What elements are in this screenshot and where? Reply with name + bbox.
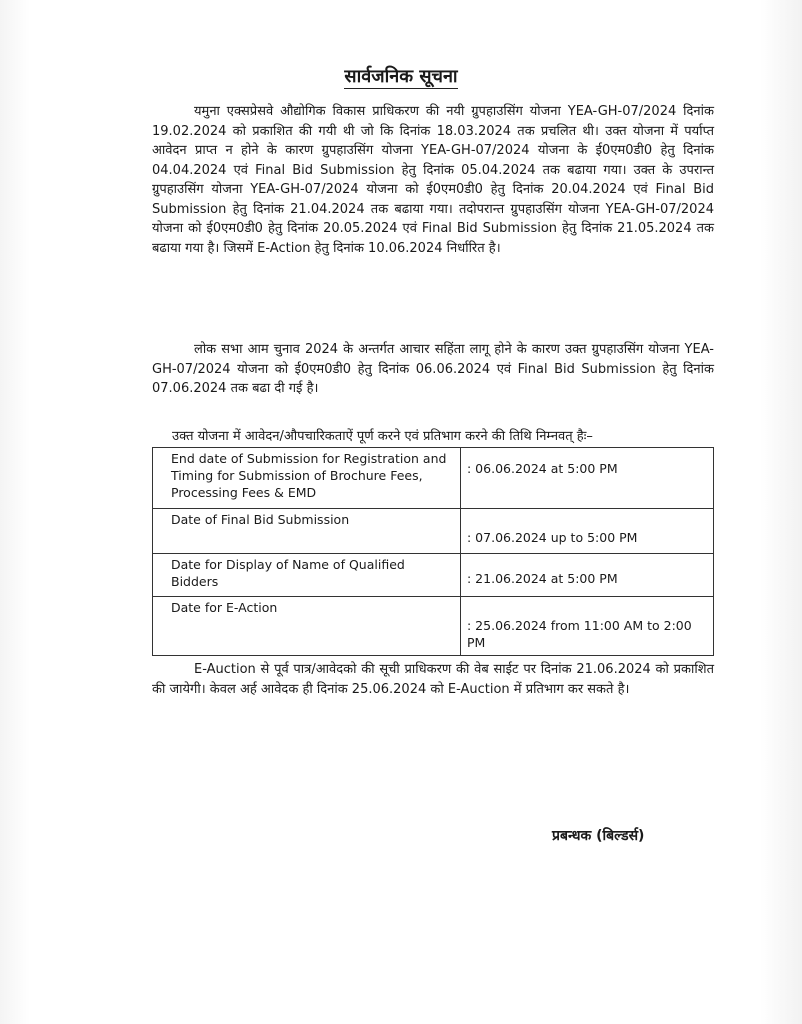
table-row bbox=[153, 597, 714, 656]
schedule-intro: उक्त योजना में आवेदन/औपचारिकताऐं पूर्ण करने एवं प्रतिभाग करने की तिथि निम्नवत् हैः– bbox=[172, 429, 593, 444]
notice-title: सार्वजनिक सूचना bbox=[344, 66, 458, 87]
paragraph-scheme-history: यमुना एक्सप्रेसवे औद्योगिक विकास प्राधिकरण की नयी ग्रुपहाउसिंग योजना YEA-GH-07/2024 दिनांक 19.02.2024 को प्रकाशित की गयी थी जो कि दिनांक 18.03.2024 तक प्रचलित थी। उक्त योजना में पर्याप्त आवेदन प्राप्त न होने के कारण ग्रुपहाउसिंग योजना YEA-GH-07/2024 योजना के ई0एम0डी0 हेतु दिनांक 04.04.2024 एवं Final Bid Submission हेतु दिनांक 05.04.2024 तक बढाया गया। उक्त के उपरान्त ग्रुपहाउसिंग योजना YEA-GH-07/2024 योजना को ई0एम0डी0 हेतु दिनांक 20.04.2024 एवं Final Bid Submission हेतु दिनांक 21.04.2024 तक बढाया गया। तदोपरान्त ग्रुपहाउसिंग योजना YEA-GH-07/2024 योजना को ई0एम0डी0 हेतु दिनांक 20.05.2024 एवं Final Bid Submission हेतु दिनांक 21.05.2024 तक बढाया गया है। जिसमें E-Action हेतु दिनांक 10.06.2024 निर्धारित है। bbox=[152, 104, 714, 256]
table-row bbox=[153, 554, 714, 597]
signature-designation: प्रबन्धक (बिल्डर्स) bbox=[552, 828, 645, 844]
schedule-value: : 21.06.2024 at 5:00 PM bbox=[467, 571, 618, 586]
schedule-value: : 07.06.2024 up to 5:00 PM bbox=[467, 530, 638, 545]
schedule-label: Date of Final Bid Submission bbox=[153, 509, 461, 554]
schedule-label: Date for E-Action bbox=[153, 597, 461, 656]
schedule-value: : 25.06.2024 from 11:00 AM to 2:00 PM bbox=[467, 618, 692, 650]
paragraph-eauction-note: E-Auction से पूर्व पात्र/आवेदको की सूची प्राधिकरण की वेब साईट पर दिनांक 21.06.2024 को प्रकाशित की जायेगी। केवल अर्ह आवेदक ही दिनांक 25.06.2024 को E-Auction में प्रतिभाग कर सकते है। bbox=[152, 662, 714, 697]
table-row bbox=[153, 509, 714, 554]
table-row bbox=[153, 448, 714, 509]
schedule-label: End date of Submission for Registration and Timing for Submission of Brochure Fees, Processing Fees & EMD bbox=[153, 448, 461, 509]
schedule-value: : 06.06.2024 at 5:00 PM bbox=[467, 461, 618, 476]
paragraph-election-extension: लोक सभा आम चुनाव 2024 के अन्तर्गत आचार सहिंता लागू होने के कारण उक्त ग्रुपहाउसिंग योजना YEA-GH-07/2024 योजना को ई0एम0डी0 हेतु दिनांक 06.06.2024 एवं Final Bid Submission हेतु दिनांक 07.06.2024 तक बढा दी गई है। bbox=[152, 342, 714, 396]
schedule-label: Date for Display of Name of Qualified Bidders bbox=[153, 554, 461, 597]
schedule-table bbox=[152, 447, 714, 656]
